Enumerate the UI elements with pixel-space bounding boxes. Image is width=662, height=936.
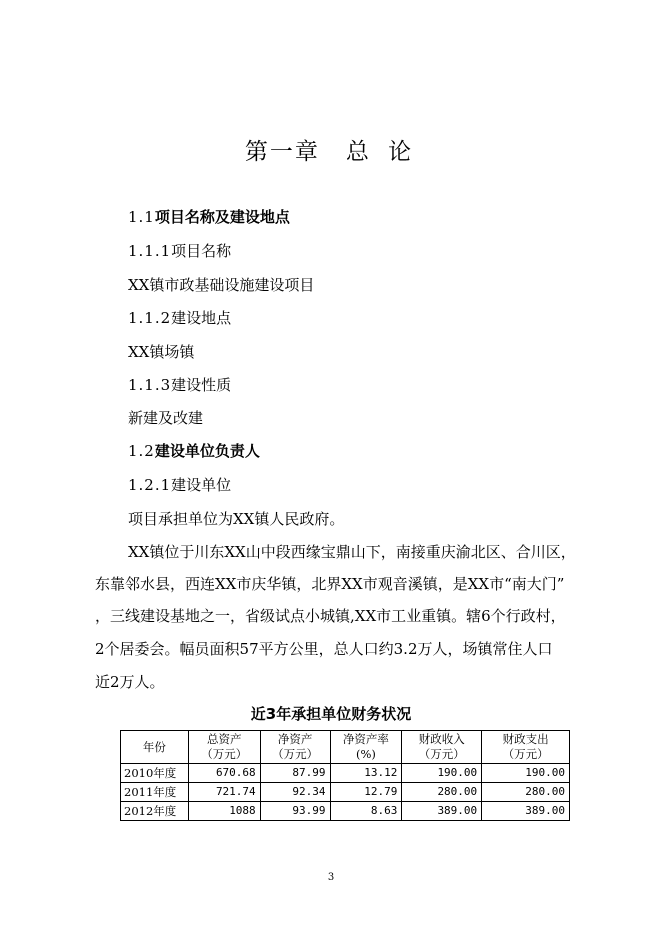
subsection-heading-1-1-3: 1.1.3建设性质 [128, 376, 232, 394]
subsection-heading-1-2-1: 1.2.1建设单位 [128, 476, 232, 494]
section-heading-1-1: 1.1项目名称及建设地点 [128, 208, 290, 226]
cell-fiscal-revenue: 280.00 [402, 783, 482, 802]
paragraph-line-4: 2个居委会。幅员面积57平方公里，总人口约3.2万人，场镇常住人口 [95, 640, 553, 658]
cell-net-assets: 93.99 [260, 802, 330, 821]
cell-total-assets: 1088 [188, 802, 260, 821]
chapter-number: 第一章 [244, 139, 320, 165]
paragraph-line-5: 近2万人。 [95, 673, 165, 691]
chapter-name: 总 论 [345, 139, 418, 165]
cell-year: 2010年度 [121, 764, 189, 783]
nature-text: 新建及改建 [128, 409, 204, 427]
header-total-assets: 总资产 （万元） [188, 731, 260, 764]
unit-text: 项目承担单位为XX镇人民政府。 [128, 510, 345, 528]
cell-net-assets: 87.99 [260, 764, 330, 783]
table-row [121, 764, 570, 783]
cell-fiscal-revenue: 389.00 [402, 802, 482, 821]
cell-net-asset-ratio: 8.63 [330, 802, 402, 821]
cell-total-assets: 721.74 [188, 783, 260, 802]
header-net-assets: 净资产 （万元） [260, 731, 330, 764]
cell-net-asset-ratio: 12.79 [330, 783, 402, 802]
subsection-heading-1-1-1: 1.1.1项目名称 [128, 242, 232, 260]
header-fiscal-revenue: 财政收入 （万元） [402, 731, 482, 764]
table-header-row [121, 731, 570, 764]
section-heading-1-2: 1.2建设单位负责人 [128, 442, 260, 460]
cell-year: 2012年度 [121, 802, 189, 821]
table-row [121, 802, 570, 821]
cell-net-asset-ratio: 13.12 [330, 764, 402, 783]
cell-fiscal-expenditure: 280.00 [482, 783, 570, 802]
header-net-asset-ratio: 净资产率 (%) [330, 731, 402, 764]
paragraph-line-2: 东靠邻水县，西连XX市庆华镇，北界XX市观音溪镇，是XX市“南大门” [95, 575, 565, 593]
location-text: XX镇场镇 [128, 343, 195, 361]
header-fiscal-expenditure: 财政支出 （万元） [482, 731, 570, 764]
cell-total-assets: 670.68 [188, 764, 260, 783]
subsection-heading-1-1-2: 1.1.2建设地点 [128, 309, 232, 327]
chapter-title [0, 133, 662, 166]
cell-net-assets: 92.34 [260, 783, 330, 802]
header-year: 年份 [121, 731, 189, 764]
cell-fiscal-expenditure: 389.00 [482, 802, 570, 821]
cell-year: 2011年度 [121, 783, 189, 802]
table-title: 近3年承担单位财务状况 [250, 705, 412, 723]
cell-fiscal-expenditure: 190.00 [482, 764, 570, 783]
finance-table [120, 730, 570, 821]
project-name-text: XX镇市政基础设施建设项目 [128, 276, 315, 294]
cell-fiscal-revenue: 190.00 [402, 764, 482, 783]
paragraph-line-3: ，三线建设基地之一，省级试点小城镇,XX市工业重镇。辖6个行政村， [95, 607, 566, 625]
table-row [121, 783, 570, 802]
paragraph-line-1: XX镇位于川东XX山中段西缘宝鼎山下，南接重庆渝北区、合川区， [128, 543, 576, 561]
page-number: 3 [327, 872, 335, 883]
